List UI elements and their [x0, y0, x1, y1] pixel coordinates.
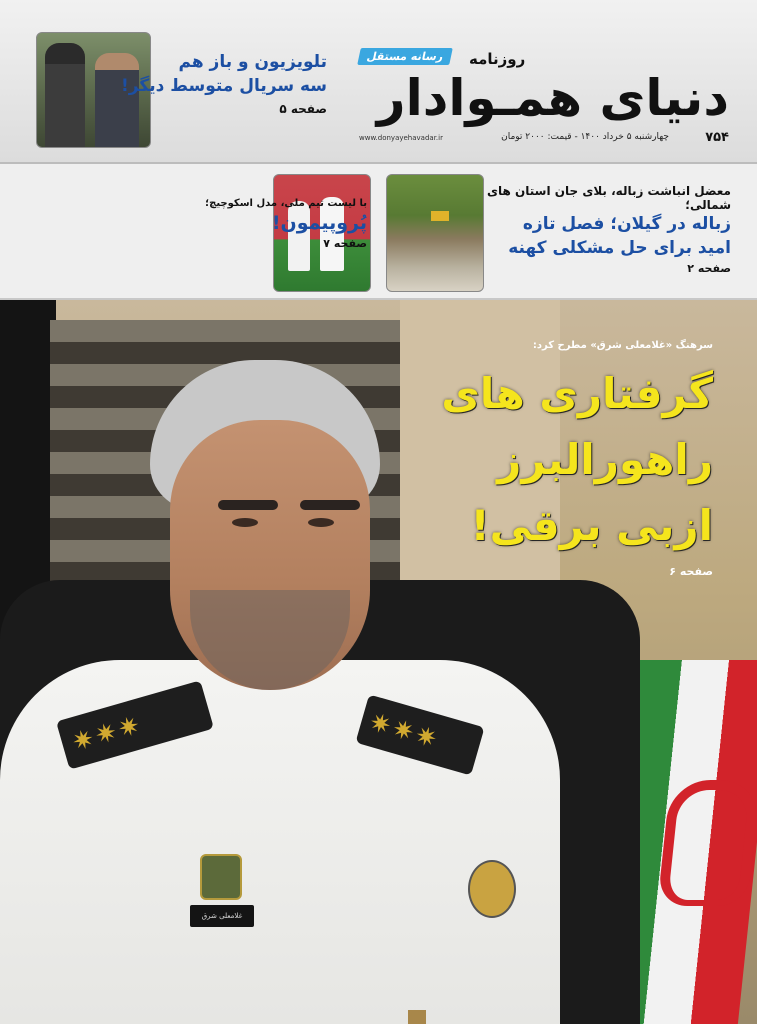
- rank-stars-right: ✷✷✷: [365, 707, 443, 756]
- chest-badge: [200, 854, 242, 900]
- newspaper-logo[interactable]: [359, 38, 729, 148]
- soccer-story-kicker: با لیست تیم ملی، مدل اسکوچیچ؛: [205, 198, 367, 209]
- soccer-story[interactable]: [205, 198, 367, 250]
- waste-story-page: صفحه ۲: [687, 262, 731, 275]
- hero-story-page: صفحه ۶: [669, 565, 713, 578]
- logo-title: دنیای همـوادار: [376, 69, 729, 127]
- waste-story-headline-line-2: امید برای حل مشکلی کهنه: [508, 238, 731, 258]
- eyebrow-right: [300, 500, 360, 510]
- hero-story-kicker: سرهنگ «غلامعلی شرق» مطرح کرد:: [532, 340, 713, 351]
- actor-figure-left: [45, 43, 85, 147]
- soccer-story-page: صفحه ۷: [323, 237, 367, 250]
- waste-story-kicker: معضل انباشت زباله، بلای جان استان های شمالی؛: [487, 184, 731, 212]
- excavator-shape: [431, 211, 449, 221]
- hero-story[interactable]: [413, 340, 713, 578]
- hero-headline-line-3: ازبی برقی!: [470, 501, 713, 550]
- rank-stars-left: ✷✷✷: [68, 709, 146, 759]
- masthead: [0, 0, 757, 164]
- independent-media-badge: رسانه مستقل: [357, 48, 453, 65]
- flag-emblem: [657, 780, 757, 906]
- soccer-story-headline: پُروپیمون!: [271, 212, 367, 234]
- actor-figure-right: [95, 53, 139, 147]
- top-story-line-1: تلویزیون و باز هم: [178, 52, 327, 72]
- logo-subtitle: روزنامه: [469, 50, 526, 68]
- dateline: چهارشنبه ۵ خرداد ۱۴۰۰ - قیمت: ۲۰۰۰ تومان: [501, 132, 669, 142]
- hero-headline-line-2: راهورالبرز: [497, 435, 713, 484]
- waste-story-headline-line-1: زباله در گیلان؛ فصل تازه: [522, 214, 731, 234]
- name-tag: غلامعلی شرق: [190, 905, 254, 927]
- pocket-item: [408, 1010, 426, 1024]
- website-url[interactable]: www.donyayehavadar.ir: [359, 134, 443, 142]
- waste-landfill-photo[interactable]: [386, 174, 484, 292]
- top-story-page: صفحه ۵: [279, 102, 327, 116]
- eye-right: [308, 518, 334, 527]
- top-story[interactable]: [121, 50, 327, 116]
- top-story-line-2: سه سریال متوسط دیگر!: [121, 76, 327, 96]
- hero-photo[interactable]: [0, 300, 757, 1024]
- shoulder-patch: [468, 860, 516, 918]
- secondary-stories-band: [0, 164, 757, 300]
- hero-headline-line-1: گرفتاری های: [441, 369, 713, 418]
- eyebrow-left: [218, 500, 278, 510]
- issue-number: ۷۵۴: [705, 130, 729, 145]
- waste-story[interactable]: [481, 184, 731, 275]
- eye-left: [232, 518, 258, 527]
